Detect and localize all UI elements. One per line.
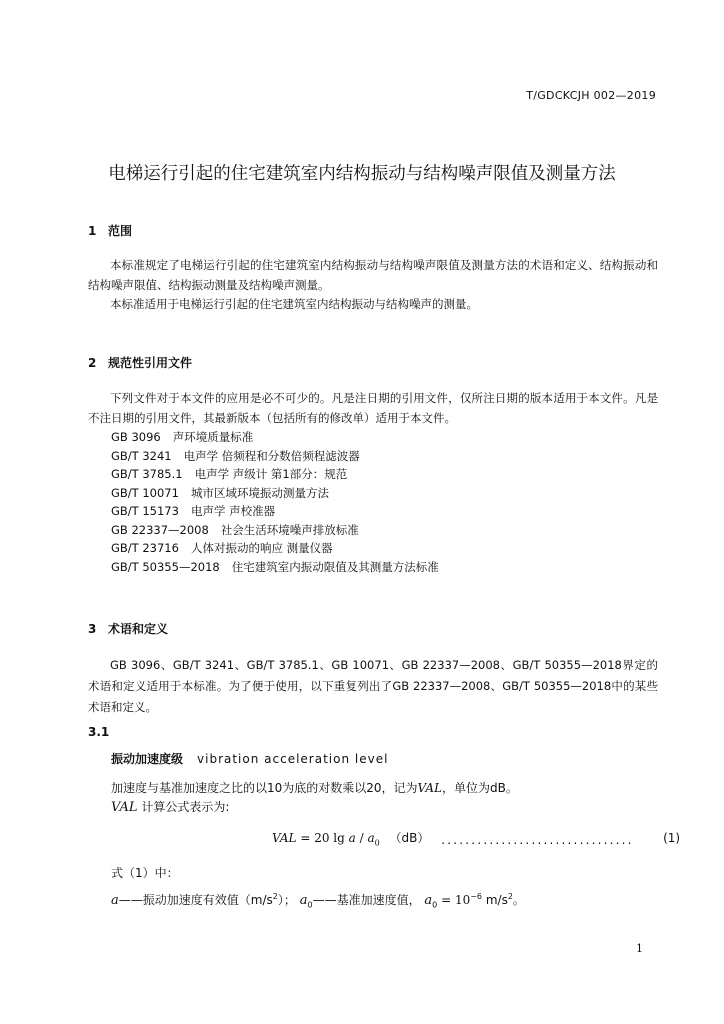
reference-name: 电声学 倍频程和分数倍频程滤波器 bbox=[183, 448, 360, 463]
symbol-a0-unit-exponent: 2 bbox=[507, 892, 513, 901]
reference-name: 住宅建筑室内振动限值及其测量方法标准 bbox=[231, 559, 439, 574]
section-2-heading bbox=[88, 354, 192, 371]
formula-unit: （dB） bbox=[389, 831, 430, 845]
formula-lhs: VAL bbox=[272, 831, 297, 845]
reference-name: 电声学 声校准器 bbox=[190, 504, 276, 518]
symbol-a0-equation-symbol: a bbox=[424, 893, 433, 908]
section-number: 1 bbox=[88, 224, 97, 238]
where-label: 式（1）中： bbox=[111, 866, 179, 880]
reference-code: GB 3096 bbox=[111, 430, 161, 444]
reference-code: GB/T 3241 bbox=[111, 448, 172, 463]
reference-item bbox=[111, 521, 439, 540]
section-number: 2 bbox=[88, 356, 97, 370]
reference-code: GB 22337—2008 bbox=[111, 522, 209, 537]
references-intro: 下列文件对于本文件的应用是必不可少的。凡是注日期的引用文件，仅所注日期的版本适用于本文件。凡是不注日期的引用文件，其最新版本（包括所有的修改单）适用于本文件。 bbox=[88, 391, 658, 425]
section-3-heading bbox=[88, 620, 168, 637]
definition-unit-text: ，单位为dB。 bbox=[442, 781, 518, 795]
reference-item bbox=[111, 428, 439, 447]
section-title: 范围 bbox=[108, 224, 133, 238]
section-1-heading bbox=[88, 222, 132, 239]
term-english: vibration acceleration level bbox=[197, 752, 389, 766]
symbol-a-description-end: ）； bbox=[277, 893, 296, 907]
formula-leader-dots: ................................ bbox=[441, 833, 634, 848]
reference-item bbox=[111, 502, 439, 521]
symbol-a0-unit: m/s bbox=[482, 893, 508, 907]
reference-item bbox=[111, 484, 439, 503]
symbol-a: a bbox=[111, 893, 119, 908]
formula-a0-subscript: 0 bbox=[374, 838, 380, 848]
reference-name: 城市区域环境振动测量方法 bbox=[190, 485, 329, 500]
document-title: 电梯运行引起的住宅建筑室内结构振动与结构噪声限值及测量方法 bbox=[108, 164, 616, 184]
symbol-a0-value: = 10 bbox=[437, 893, 471, 907]
reference-name: 声环境质量标准 bbox=[172, 430, 254, 444]
formula-a: a bbox=[348, 831, 356, 845]
formula-divide: / bbox=[355, 831, 368, 845]
reference-list bbox=[111, 428, 439, 576]
reference-name: 社会生活环境噪声排放标准 bbox=[220, 522, 359, 537]
terms-intro: GB 3096、GB/T 3241、GB/T 3785.1、GB 10071、GB 22337—2008、GB/T 50355—2018界定的术语和定义适用于本标准。为了便于使用，以下重复列出了GB 22337—2008、GB/T 50355—2018中的某些术语和定义。 bbox=[88, 658, 658, 714]
reference-name: 人体对振动的响应 测量仪器 bbox=[190, 541, 333, 555]
term-chinese: 振动加速度级 bbox=[111, 752, 184, 766]
reference-name: 电声学 声级计 第1部分：规范 bbox=[194, 467, 348, 481]
symbol-a0: a bbox=[299, 893, 308, 908]
reference-code: GB/T 15173 bbox=[111, 504, 179, 518]
reference-code: GB/T 3785.1 bbox=[111, 467, 183, 481]
unit-exponent: 2 bbox=[272, 892, 278, 901]
formula-intro-text: 计算公式表示为: bbox=[137, 800, 230, 814]
symbol-a-description: ——振动加速度有效值（m/s bbox=[118, 893, 273, 907]
reference-item bbox=[111, 558, 439, 577]
section-number: 3 bbox=[88, 622, 97, 636]
symbol-a0-equation-subscript: 0 bbox=[432, 900, 438, 910]
symbol-a0-subscript: 0 bbox=[307, 900, 313, 910]
symbol-a0-exponent: −6 bbox=[470, 892, 483, 901]
symbol-a0-end: 。 bbox=[512, 893, 525, 907]
formula-a0: a bbox=[367, 831, 375, 845]
term-entry bbox=[111, 750, 388, 767]
formula-number: (1) bbox=[663, 831, 681, 845]
symbol-a0-description: ——基准加速度值， bbox=[312, 893, 421, 907]
formula-intro bbox=[111, 798, 229, 815]
definition-symbol: VAL bbox=[417, 781, 443, 795]
scope-paragraph-2: 本标准适用于电梯运行引起的住宅建筑室内结构振动与结构噪声的测量。 bbox=[110, 297, 478, 311]
term-definition bbox=[111, 779, 518, 796]
section-title: 术语和定义 bbox=[108, 622, 169, 636]
section-title: 规范性引用文件 bbox=[108, 356, 193, 370]
standard-code: T/GDCKCJH 002—2019 bbox=[526, 89, 656, 102]
reference-item bbox=[111, 539, 439, 558]
reference-item bbox=[111, 447, 439, 466]
scope-paragraph-1: 本标准规定了电梯运行引起的住宅建筑室内结构振动与结构噪声限值及测量方法的术语和定义、结构振动和结构噪声限值、结构振动测量及结构噪声测量。 bbox=[88, 258, 658, 292]
formula-intro-symbol: VAL bbox=[111, 800, 138, 815]
definition-text: 加速度与基准加速度之比的以10为底的对数乘以20，记为 bbox=[111, 781, 418, 795]
reference-code: GB/T 10071 bbox=[111, 485, 179, 500]
reference-code: GB/T 23716 bbox=[111, 541, 179, 555]
where-definitions bbox=[111, 891, 525, 909]
formula-1 bbox=[272, 829, 680, 847]
clause-number: 3.1 bbox=[88, 725, 110, 739]
reference-code: GB/T 50355—2018 bbox=[111, 559, 220, 574]
reference-item bbox=[111, 465, 439, 484]
formula-coefficient: = 20 lg bbox=[300, 831, 345, 845]
page-number: 1 bbox=[636, 942, 643, 955]
